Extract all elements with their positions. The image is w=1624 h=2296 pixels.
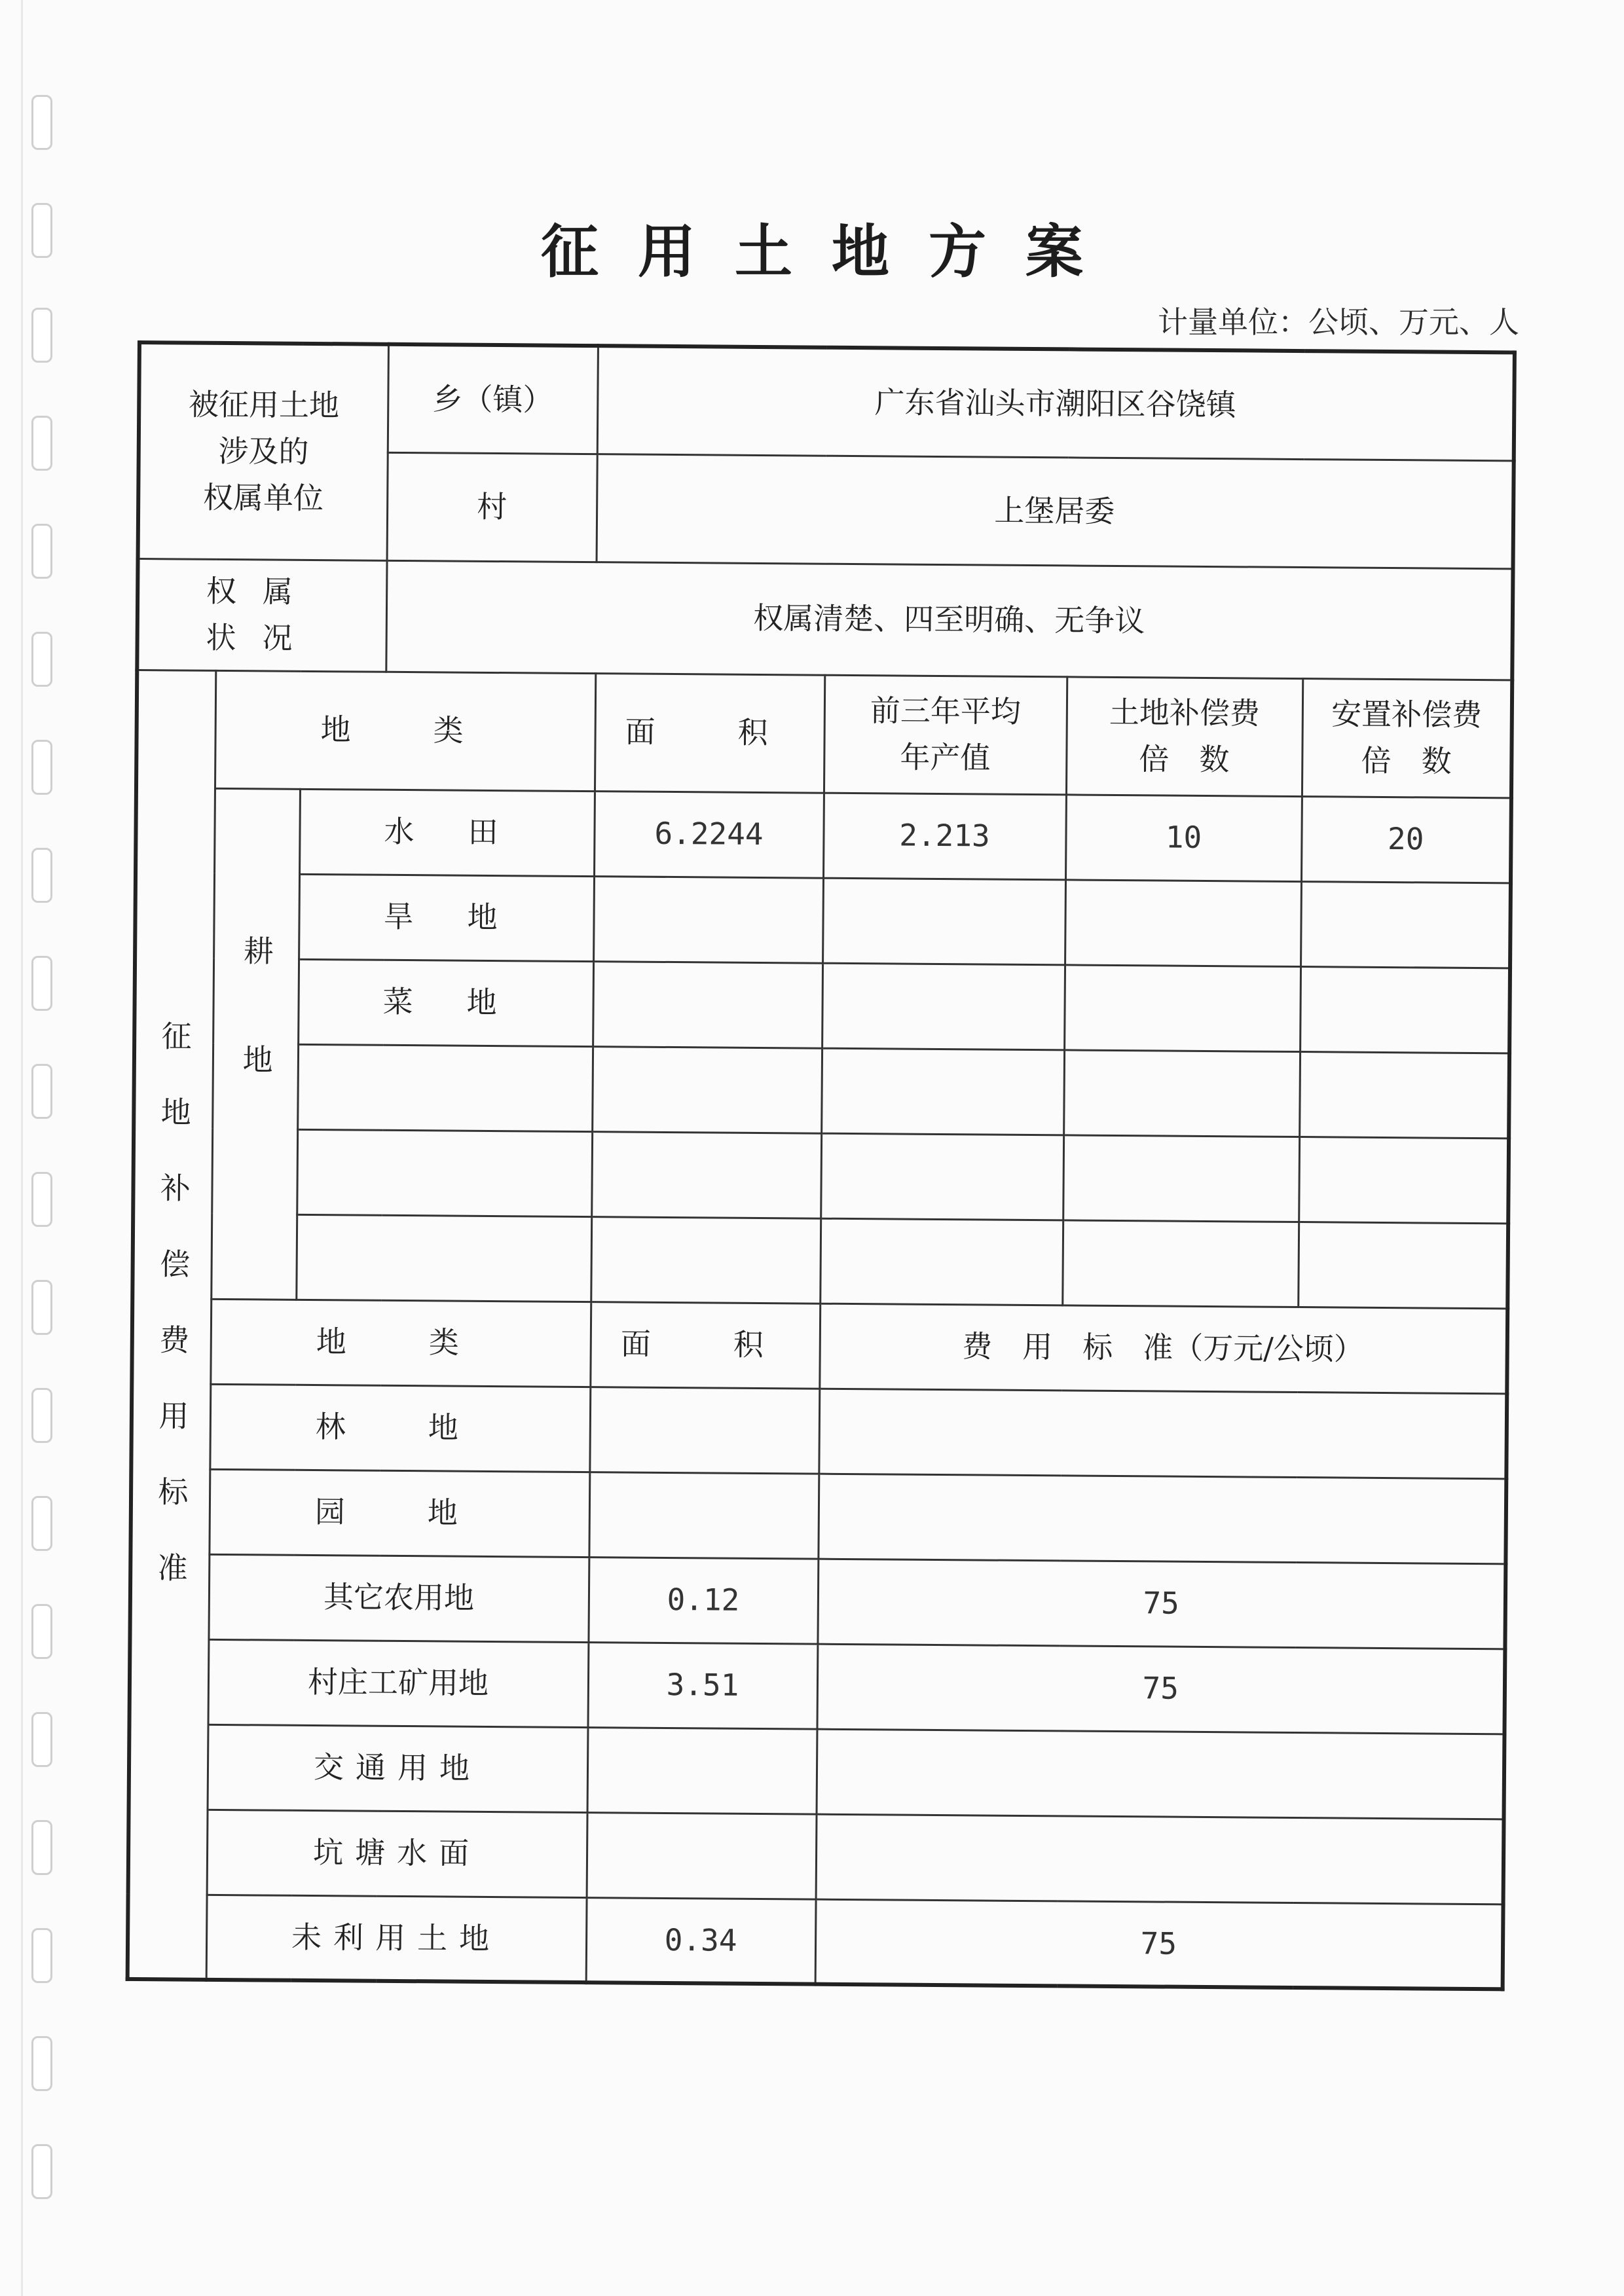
other-type: 林 地 xyxy=(210,1384,590,1472)
cultivated-type: 水 田 xyxy=(299,789,595,876)
other-area xyxy=(587,1727,817,1814)
cultivated-resettle-multiple: 20 xyxy=(1301,796,1511,883)
binding-hole xyxy=(31,1064,52,1119)
other-area: 0.34 xyxy=(586,1897,816,1984)
header-land-type: 地 类 xyxy=(215,670,595,791)
cultivated-area xyxy=(591,1131,821,1218)
other-type: 其它农用地 xyxy=(208,1554,589,1642)
cultivated-resettle-multiple xyxy=(1299,1137,1509,1223)
other-header-standard: 费 用 标 准（万元/公顷） xyxy=(819,1303,1507,1394)
cultivated-land-multiple xyxy=(1063,1049,1300,1137)
other-standard xyxy=(818,1474,1506,1564)
cultivated-avg-output xyxy=(821,1133,1063,1220)
other-standard xyxy=(817,1729,1505,1819)
other-type: 坑塘水面 xyxy=(207,1810,587,1897)
page-title: 征用土地方案 xyxy=(540,217,1122,285)
land-acquisition-table xyxy=(126,340,1517,1991)
status-label: 权属 状况 xyxy=(137,558,386,672)
binding-hole xyxy=(31,1280,52,1335)
status-value: 权属清楚、四至明确、无争议 xyxy=(386,560,1513,680)
binding-hole xyxy=(31,2036,52,2091)
other-area xyxy=(589,1387,819,1474)
town-value: 广东省汕头市潮阳区谷饶镇 xyxy=(597,346,1515,460)
cultivated-avg-output xyxy=(821,1048,1064,1135)
cultivated-land-multiple xyxy=(1065,879,1301,966)
other-type: 未利用土地 xyxy=(206,1895,587,1982)
other-area xyxy=(587,1812,817,1899)
cultivated-area xyxy=(591,1216,821,1303)
binding-hole xyxy=(31,1820,52,1875)
cultivated-type xyxy=(296,1214,591,1302)
other-standard: 75 xyxy=(815,1899,1504,1990)
other-standard: 75 xyxy=(817,1644,1505,1734)
cultivated-area: 6.2244 xyxy=(594,791,824,878)
other-header-land-type: 地 类 xyxy=(210,1299,591,1387)
other-area: 0.12 xyxy=(588,1557,818,1644)
other-area xyxy=(589,1472,819,1559)
ownership-label: 被征用土地 涉及的 权属单位 xyxy=(138,342,388,560)
other-standard xyxy=(816,1814,1504,1904)
cultivated-type: 菜 地 xyxy=(298,959,593,1046)
cultivated-resettle-multiple xyxy=(1301,881,1511,968)
village-label: 村 xyxy=(387,452,597,562)
header-avg-output: 前三年平均 年产值 xyxy=(824,675,1067,795)
other-header-area: 面 积 xyxy=(590,1302,820,1389)
unit-note: 计量单位：公顷、万元、人 xyxy=(1158,304,1519,340)
page-edge xyxy=(21,0,23,2296)
cultivated-type xyxy=(297,1129,592,1216)
binding-hole xyxy=(31,2144,52,2199)
header-land-multiple: 土地补偿费 倍 数 xyxy=(1066,676,1302,796)
binding-hole xyxy=(31,1928,52,1983)
compensation-side-label: 征地补偿费用标准 xyxy=(128,670,216,1980)
cultivated-avg-output xyxy=(822,963,1065,1050)
other-standard: 75 xyxy=(817,1559,1505,1649)
cultivated-land-multiple: 10 xyxy=(1065,794,1302,881)
cultivated-type xyxy=(297,1044,593,1131)
cultivated-area xyxy=(593,961,822,1048)
binding-hole xyxy=(31,1496,52,1551)
cultivated-resettle-multiple xyxy=(1298,1222,1508,1308)
binding-hole xyxy=(31,308,52,363)
binding-holes xyxy=(20,0,79,2296)
other-standard xyxy=(819,1389,1507,1479)
cultivated-label: 耕地 xyxy=(211,788,300,1300)
cultivated-land-multiple xyxy=(1064,964,1301,1051)
binding-hole xyxy=(31,1712,52,1767)
cultivated-resettle-multiple xyxy=(1300,966,1510,1053)
village-value: 上堡居委 xyxy=(597,454,1514,568)
binding-hole xyxy=(31,416,52,471)
cultivated-land-multiple xyxy=(1062,1220,1299,1307)
binding-hole xyxy=(31,95,52,150)
cultivated-area xyxy=(593,876,823,963)
binding-hole xyxy=(31,1604,52,1659)
header-resettle-multiple: 安置补偿费 倍 数 xyxy=(1302,678,1512,797)
other-area: 3.51 xyxy=(588,1642,818,1729)
binding-hole xyxy=(31,1172,52,1227)
other-type: 园 地 xyxy=(209,1469,589,1557)
binding-hole xyxy=(31,956,52,1011)
binding-hole xyxy=(31,632,52,687)
other-type: 村庄工矿用地 xyxy=(208,1639,589,1727)
cultivated-type: 旱 地 xyxy=(299,874,594,961)
cultivated-resettle-multiple xyxy=(1299,1051,1509,1138)
binding-hole xyxy=(31,524,52,579)
cultivated-avg-output: 2.213 xyxy=(823,793,1066,880)
other-type: 交通用地 xyxy=(208,1724,588,1812)
binding-hole xyxy=(31,1388,52,1443)
cultivated-land-multiple xyxy=(1063,1135,1299,1222)
cultivated-area xyxy=(592,1046,822,1133)
binding-hole xyxy=(31,848,52,903)
cultivated-avg-output xyxy=(822,878,1065,965)
header-area: 面 积 xyxy=(595,673,824,793)
town-label: 乡（镇） xyxy=(388,344,598,454)
binding-hole xyxy=(31,740,52,795)
cultivated-avg-output xyxy=(820,1218,1063,1305)
